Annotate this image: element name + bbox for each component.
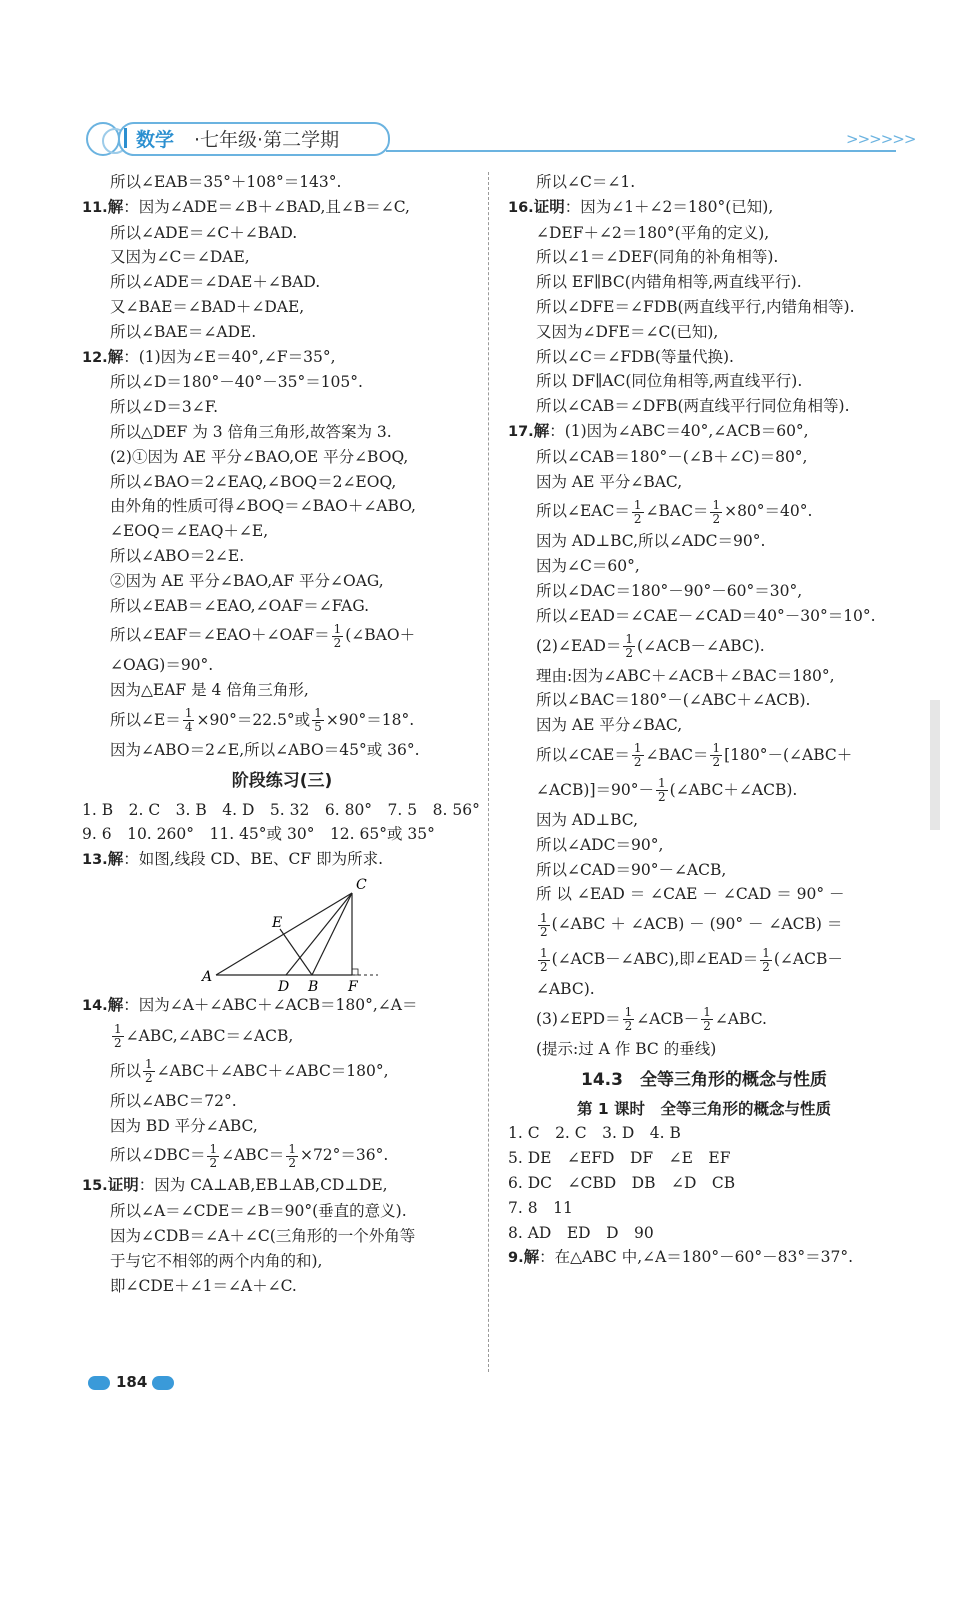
question-11: 11.解：因为∠ADE＝∠B＋∠BAD,且∠B＝∠C, xyxy=(82,196,410,216)
triangle-diagram xyxy=(182,875,382,993)
text-line: 所以∠DAC＝180°－90°－60°＝30°, xyxy=(536,581,803,600)
answers-row: 7. 8 11 xyxy=(508,1198,573,1217)
fraction: $\frac{1}{2}$ xyxy=(288,1141,296,1170)
text-line: 所以∠ABO＝2∠E. xyxy=(110,546,245,565)
fraction: $\frac{1}{2}$ xyxy=(209,1141,218,1170)
text-line: 所以∠EAB＝∠EAO,∠OAF＝∠FAG. xyxy=(110,596,370,615)
fraction: $\frac{1}{2}$ xyxy=(540,945,548,974)
text-line: 所以∠ABC＝72°. xyxy=(110,1091,237,1110)
text-line: 所以∠BAC＝180°－(∠ABC＋∠ACB). xyxy=(536,691,811,710)
question-16: 16.证明：因为∠1＋∠2＝180°(已知), xyxy=(508,196,774,216)
text-line-fraction: (2)∠EAD＝ $\frac{1}{2}$ (∠ACB－∠ABC). xyxy=(536,632,765,661)
text-line: 所以∠ADC＝90°, xyxy=(536,835,664,854)
fraction: $\frac{1}{2}$ xyxy=(762,945,770,974)
text-line: 所以∠CAD＝90°－∠ACB, xyxy=(536,860,727,879)
text-line: 又因为∠DFE＝∠C(已知), xyxy=(536,322,719,341)
answers-row: 1. C 2. C 3. D 4. B xyxy=(508,1124,681,1143)
text-line: 因为△EAF 是 4 倍角三角形, xyxy=(110,681,309,700)
text-line: 因为 AE 平分∠BAC, xyxy=(536,472,683,491)
text-line: 所以∠D＝180°－40°－35°＝105°. xyxy=(110,373,363,392)
text-line: ∠DEF＋∠2＝180°(平角的定义), xyxy=(536,223,770,242)
pill-dot-icon xyxy=(152,1376,174,1390)
text-line: 所以∠BAO＝2∠EAQ,∠BOQ＝2∠EOQ, xyxy=(110,472,397,491)
text-line: 因为∠CDB＝∠A＋∠C(三角形的一个外角等 xyxy=(110,1226,416,1245)
text-line-fraction: $\frac{1}{2}$ (∠ABC ＋ ∠ACB) － (90° － ∠ACB) ＝ xyxy=(540,910,843,939)
fraction: $\frac{1}{2}$ xyxy=(712,741,721,770)
header-grade-term: ·七年级·第二学期 xyxy=(194,129,340,151)
fraction: $\frac{1}{2}$ xyxy=(633,741,642,770)
fraction: $\frac{1}{2}$ xyxy=(114,1022,122,1051)
text-line: 所 以 ∠EAD ＝ ∠CAE － ∠CAD ＝ 90° － xyxy=(536,885,845,904)
text-line: (2)①因为 AE 平分∠BAO,OE 平分∠BOQ, xyxy=(110,447,409,466)
question-17: 17.解：(1)因为∠ABC＝40°,∠ACB＝60°, xyxy=(508,420,809,440)
page-number-text: 184 xyxy=(116,1373,148,1391)
page-header xyxy=(86,118,916,160)
fraction: $\frac{1}{5}$ xyxy=(314,706,322,735)
fraction: $\frac{1}{2}$ xyxy=(333,621,342,650)
text-line: 所以∠BAE＝∠ADE. xyxy=(110,322,257,341)
pill-dot-icon xyxy=(88,1376,110,1390)
text-line: 所以 DF∥AC(同位角相等,两直线平行). xyxy=(536,372,803,391)
fraction: $\frac{1}{2}$ xyxy=(712,497,721,526)
segment-BE xyxy=(280,929,312,975)
text-line-fraction: 所以∠DBC＝ $\frac{1}{2}$ ∠ABC＝ $\frac{1}{2}$ ×72°＝36°. xyxy=(110,1141,389,1170)
fraction: $\frac{1}{2}$ xyxy=(703,1005,711,1034)
text-line: 又因为∠C＝∠DAE, xyxy=(110,248,250,267)
label-E: E xyxy=(272,914,283,931)
text-line: 所以∠EAD＝∠CAE－∠CAD＝40°－30°＝10°. xyxy=(536,606,876,625)
header-subject: 数学 xyxy=(136,129,175,151)
text-line: 所以 EF∥BC(内错角相等,两直线平行). xyxy=(536,273,802,292)
text-line-fraction: 所以∠E＝ $\frac{1}{4}$ ×90°＝22.5°或 $\frac{1}{5}$ ×90°＝18°. xyxy=(110,706,415,735)
text-line: 所以∠ADE＝∠C＋∠BAD. xyxy=(110,223,298,242)
text-line-fraction: 所以∠CAE＝ $\frac{1}{2}$ ∠BAC＝ $\frac{1}{2}$ [180°－(∠ABC＋ xyxy=(536,741,853,770)
question-15: 15.证明：因为 CA⊥AB,EB⊥AB,CD⊥DE, xyxy=(82,1175,388,1195)
left-column xyxy=(82,170,482,1298)
page-number xyxy=(88,1372,178,1394)
fraction: $\frac{1}{2}$ xyxy=(633,497,642,526)
text-line: 理由:因为∠ABC＋∠ACB＋∠BAC＝180°, xyxy=(536,666,835,685)
header-accent-bar xyxy=(124,128,127,148)
text-line: 所以∠CAB＝180°－(∠B＋∠C)＝80°, xyxy=(536,447,808,466)
label-A: A xyxy=(202,968,213,985)
answers-row-1: 1. B 2. C 3. B 4. D 5. 32 6. 80° 7. 5 8. 56° xyxy=(82,800,480,819)
right-column xyxy=(508,170,900,1271)
fraction: $\frac{1}{2}$ xyxy=(540,910,548,939)
text-line-fraction: (3)∠EPD＝ $\frac{1}{2}$ ∠ACB－ $\frac{1}{2}$ ∠ABC. xyxy=(536,1005,767,1034)
header-rule xyxy=(386,150,896,152)
section-title: 阶段练习(三) xyxy=(231,770,333,791)
text-line: 所以∠EAB＝35°＋108°＝143°. xyxy=(110,173,342,191)
text-line: 即∠CDE＋∠1＝∠A＋∠C. xyxy=(110,1276,297,1295)
question-13: 13.解：如图,线段 CD、BE、CF 即为所求. xyxy=(82,849,384,869)
text-line: 因为∠ABO＝2∠E,所以∠ABO＝45°或 36°. xyxy=(110,740,420,759)
page-edge-shadow xyxy=(930,700,940,830)
text-line: 所以∠1＝∠DEF(同角的补角相等). xyxy=(536,248,779,267)
fraction: $\frac{1}{2}$ xyxy=(624,1005,633,1034)
text-line-fraction: $\frac{1}{2}$ (∠ACB－∠ABC),即∠EAD＝ $\frac{1}{2}$ (∠ACB－ xyxy=(540,945,843,974)
answers-row: 5. DE ∠EFD DF ∠E EF xyxy=(508,1149,731,1168)
text-line: 所以∠ADE＝∠DAE＋∠BAD. xyxy=(110,273,321,292)
text-line-fraction: ∠ACB)]＝90°－ $\frac{1}{2}$ (∠ABC＋∠ACB). xyxy=(536,776,798,805)
text-line: 所以∠A＝∠CDE＝∠B＝90°(垂直的意义). xyxy=(110,1202,407,1221)
text-line: 于与它不相邻的两个内角的和), xyxy=(110,1251,323,1270)
text-line: 因为∠C＝60°, xyxy=(536,557,640,576)
question-12: 12.解：(1)因为∠E＝40°,∠F＝35°, xyxy=(82,346,336,366)
text-line: 所以∠D＝3∠F. xyxy=(110,398,219,417)
fraction: $\frac{1}{2}$ xyxy=(625,632,634,661)
chevrons-icon: >>>>>> xyxy=(846,130,916,148)
section-title: 14.3 全等三角形的概念与性质 xyxy=(581,1069,827,1090)
text-line: (提示:过 A 作 BC 的垂线) xyxy=(536,1039,717,1058)
label-D: D xyxy=(278,978,290,993)
text-line: 由外角的性质可得∠BOQ＝∠BAO＋∠ABO, xyxy=(110,497,416,516)
text-line: 所以△DEF 为 3 倍角三角形,故答案为 3. xyxy=(110,422,392,441)
text-line-fraction: 所以∠EAF＝∠EAO＋∠OAF＝ $\frac{1}{2}$ (∠BAO＋ xyxy=(110,621,416,650)
label-C: C xyxy=(356,876,367,893)
text-line: ∠OAG)＝90°. xyxy=(110,656,214,675)
right-angle-mark xyxy=(352,969,358,975)
text-line: 因为 AD⊥BC,所以∠ADC＝90°. xyxy=(536,532,766,551)
text-line-fraction: $\frac{1}{2}$ ∠ABC,∠ABC＝∠ACB, xyxy=(114,1022,294,1051)
text-line: 因为 AE 平分∠BAC, xyxy=(536,716,683,735)
column-divider xyxy=(488,172,490,1372)
fraction: $\frac{1}{2}$ xyxy=(145,1057,153,1086)
subsection-title: 第 1 课时 全等三角形的概念与性质 xyxy=(576,1099,832,1118)
question-9: 9.解：在△ABC 中,∠A＝180°－60°－83°＝37°. xyxy=(508,1247,853,1267)
text-line: 因为 BD 平分∠ABC, xyxy=(110,1116,258,1135)
text-line: 所以∠C＝∠1. xyxy=(536,173,636,191)
text-line: ∠ABC). xyxy=(536,980,595,999)
answers-row: 8. AD ED D 90 xyxy=(508,1223,654,1242)
answers-row-2: 9. 6 10. 260° 11. 45°或 30° 12. 65°或 35° xyxy=(82,825,435,844)
text-line-fraction: 所以 $\frac{1}{2}$ ∠ABC＋∠ABC＋∠ABC＝180°, xyxy=(110,1057,389,1086)
text-line: 所以∠DFE＝∠FDB(两直线平行,内错角相等). xyxy=(536,297,855,316)
fraction: $\frac{1}{2}$ xyxy=(658,776,666,805)
text-line: 又∠BAE＝∠BAD＋∠DAE, xyxy=(110,297,305,316)
text-line: ∠EOQ＝∠EAQ＋∠E, xyxy=(110,522,269,541)
label-F: F xyxy=(348,978,358,993)
text-line: 所以∠C＝∠FDB(等量代换). xyxy=(536,347,734,366)
text-line: 因为 AD⊥BC, xyxy=(536,810,639,829)
segment-CD xyxy=(286,893,352,975)
label-B: B xyxy=(308,978,319,993)
text-line: ②因为 AE 平分∠BAO,AF 平分∠OAG, xyxy=(110,571,384,590)
answers-row: 6. DC ∠CBD DB ∠D CB xyxy=(508,1173,736,1192)
text-line: 所以∠CAB＝∠DFB(两直线平行同位角相等). xyxy=(536,397,850,416)
question-14: 14.解：因为∠A＋∠ABC＋∠ACB＝180°,∠A＝ xyxy=(82,994,418,1014)
fraction: $\frac{1}{4}$ xyxy=(184,706,193,735)
text-line-fraction: 所以∠EAC＝ $\frac{1}{2}$ ∠BAC＝ $\frac{1}{2}$ ×80°＝40°. xyxy=(536,497,813,526)
